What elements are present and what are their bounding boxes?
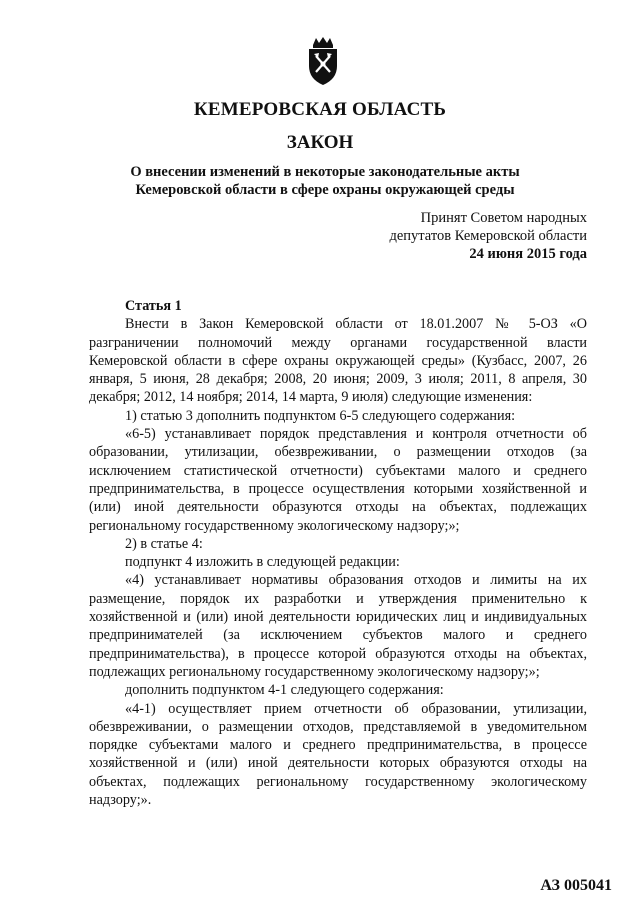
law-title-line: Кемеровской области в сфере охраны окружающей среды	[135, 182, 515, 198]
article-paragraph: подпункт 4 изложить в следующей редакции:	[125, 554, 400, 571]
article-body	[89, 297, 587, 809]
adoption-line: Принят Советом народных	[420, 210, 587, 226]
article-paragraph: 1) статью 3 дополнить подпунктом 6-5 следующего содержания:	[125, 407, 516, 424]
adoption-block	[389, 209, 587, 263]
article-paragraph: «4) устанавливает нормативы образования отходов и лимиты на их размещение, порядок их разработки и утверждения применительно к хозяйственной и (или) иной деятельности юридических лиц и индивидуальных предпринимателей (за исключением субъектов малого и среднего предпринимательства), в процессе которой образуются отходы на объектах, подлежащих региональному государственному экологическому надзору;»;	[89, 572, 587, 680]
article-paragraph: 2) в статье 4:	[125, 535, 203, 552]
law-title	[60, 163, 590, 199]
article-paragraph: «6-5) устанавливает порядок представления и контроля отчетности об образовании, утилизации, обезвреживании, о размещении отходов (за исключением статистической отчетности) субъектами малого и среднего предпринимательства, в процессе осуществления которыми хозяйственной и (или) иной деятельности образуются отходы на объектах, подлежащих региональному государственному экологическому надзору;»;	[89, 426, 587, 534]
article-heading: Статья 1	[125, 298, 182, 314]
law-title-line: О внесении изменений в некоторые законодательные акты	[130, 164, 520, 180]
article-paragraph: Внести в Закон Кемеровской области от 18.01.2007 № 5-ОЗ «О разграничении полномочий между органами государственной власти Кемеровской области в сфере охраны окружающей среды» (Кузбасс, 2007, 26 января, 5 июня, 28 декабря; 2008, 20 июня; 2009, 3 июля; 2011, 8 апреля, 30 декабря; 2012, 14 ноября; 2014, 14 марта, 9 июля) следующие изменения:	[89, 316, 587, 406]
adoption-line: депутатов Кемеровской области	[389, 228, 587, 244]
coat-of-arms-icon	[305, 36, 341, 86]
document-type: ЗАКОН	[286, 132, 354, 153]
article-paragraph: «4-1) осуществляет прием отчетности об образовании, утилизации, обезвреживании, о размещении отходов, представляемой в уведомительном порядке субъектами малого и среднего предпринимательства, в процессе хозяйственной и (или) иной деятельности которых образуются отходы на объектах, подлежащих региональному государственному экологическому надзору;».	[89, 700, 587, 809]
article-paragraph: дополнить подпунктом 4-1 следующего содержания:	[125, 682, 444, 699]
document-number: АЗ 005041	[540, 877, 612, 894]
adoption-date: 24 июня 2015 года	[469, 246, 587, 262]
region-title: КЕМЕРОВСКАЯ ОБЛАСТЬ	[193, 99, 447, 120]
